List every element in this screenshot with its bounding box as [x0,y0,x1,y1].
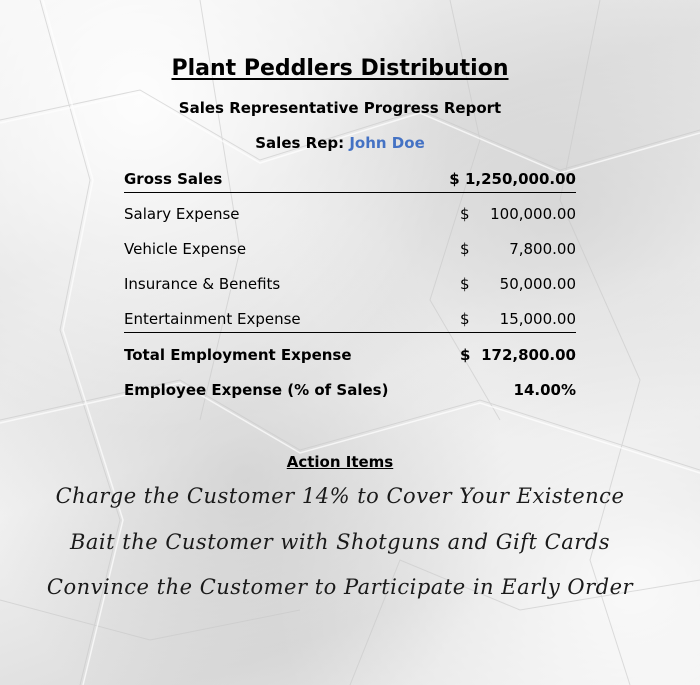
gross-sales-label: Gross Sales [124,170,223,188]
total-expense-label: Total Employment Expense [124,346,352,364]
expense-row-insurance [124,275,576,297]
gross-sales-amount [449,170,576,188]
sales-rep-name: John Doe [349,134,425,152]
expense-amount: 100,000.00 [490,205,576,223]
expense-row-vehicle [124,240,576,262]
expense-row-entertainment [124,310,576,333]
expense-label: Vehicle Expense [124,240,247,258]
report-subtitle: Sales Representative Progress Report [178,99,502,117]
gross-sales-dollar: $ [449,170,460,188]
sales-rep-label: Sales Rep: [255,134,345,152]
total-expense-amount: 172,800.00 [481,346,576,364]
company-name: Plant Peddlers Distribution [171,56,509,81]
gross-sales-row [124,170,576,193]
expense-label: Entertainment Expense [124,310,301,328]
total-expense-row [124,346,576,368]
expense-label: Insurance & Benefits [124,275,281,293]
sales-rep-line [0,134,680,152]
expense-amount: 50,000.00 [499,275,576,293]
expense-amount: 15,000.00 [499,310,576,328]
action-item: Bait the Customer with Shotguns and Gift Cards [69,530,610,554]
expense-amount: 7,800.00 [509,240,576,258]
expense-dollar: $ [460,275,470,293]
expense-label: Salary Expense [124,205,240,223]
expense-row-salary [124,205,576,227]
total-expense-dollar: $ [460,346,471,364]
action-items-title: Action Items [286,453,394,471]
gross-sales-value: 1,250,000.00 [464,170,576,188]
expense-dollar: $ [460,310,470,328]
report-title [0,55,680,83]
action-item: Charge the Customer 14% to Cover Your Existence [55,484,625,508]
expense-dollar: $ [460,205,470,223]
expense-percent-value: 14.00% [513,381,576,399]
expense-dollar: $ [460,240,470,258]
expense-percent-row [124,381,576,403]
action-item: Convince the Customer to Participate in Early Order [46,575,634,599]
expense-percent-label: Employee Expense (% of Sales) [124,381,389,399]
